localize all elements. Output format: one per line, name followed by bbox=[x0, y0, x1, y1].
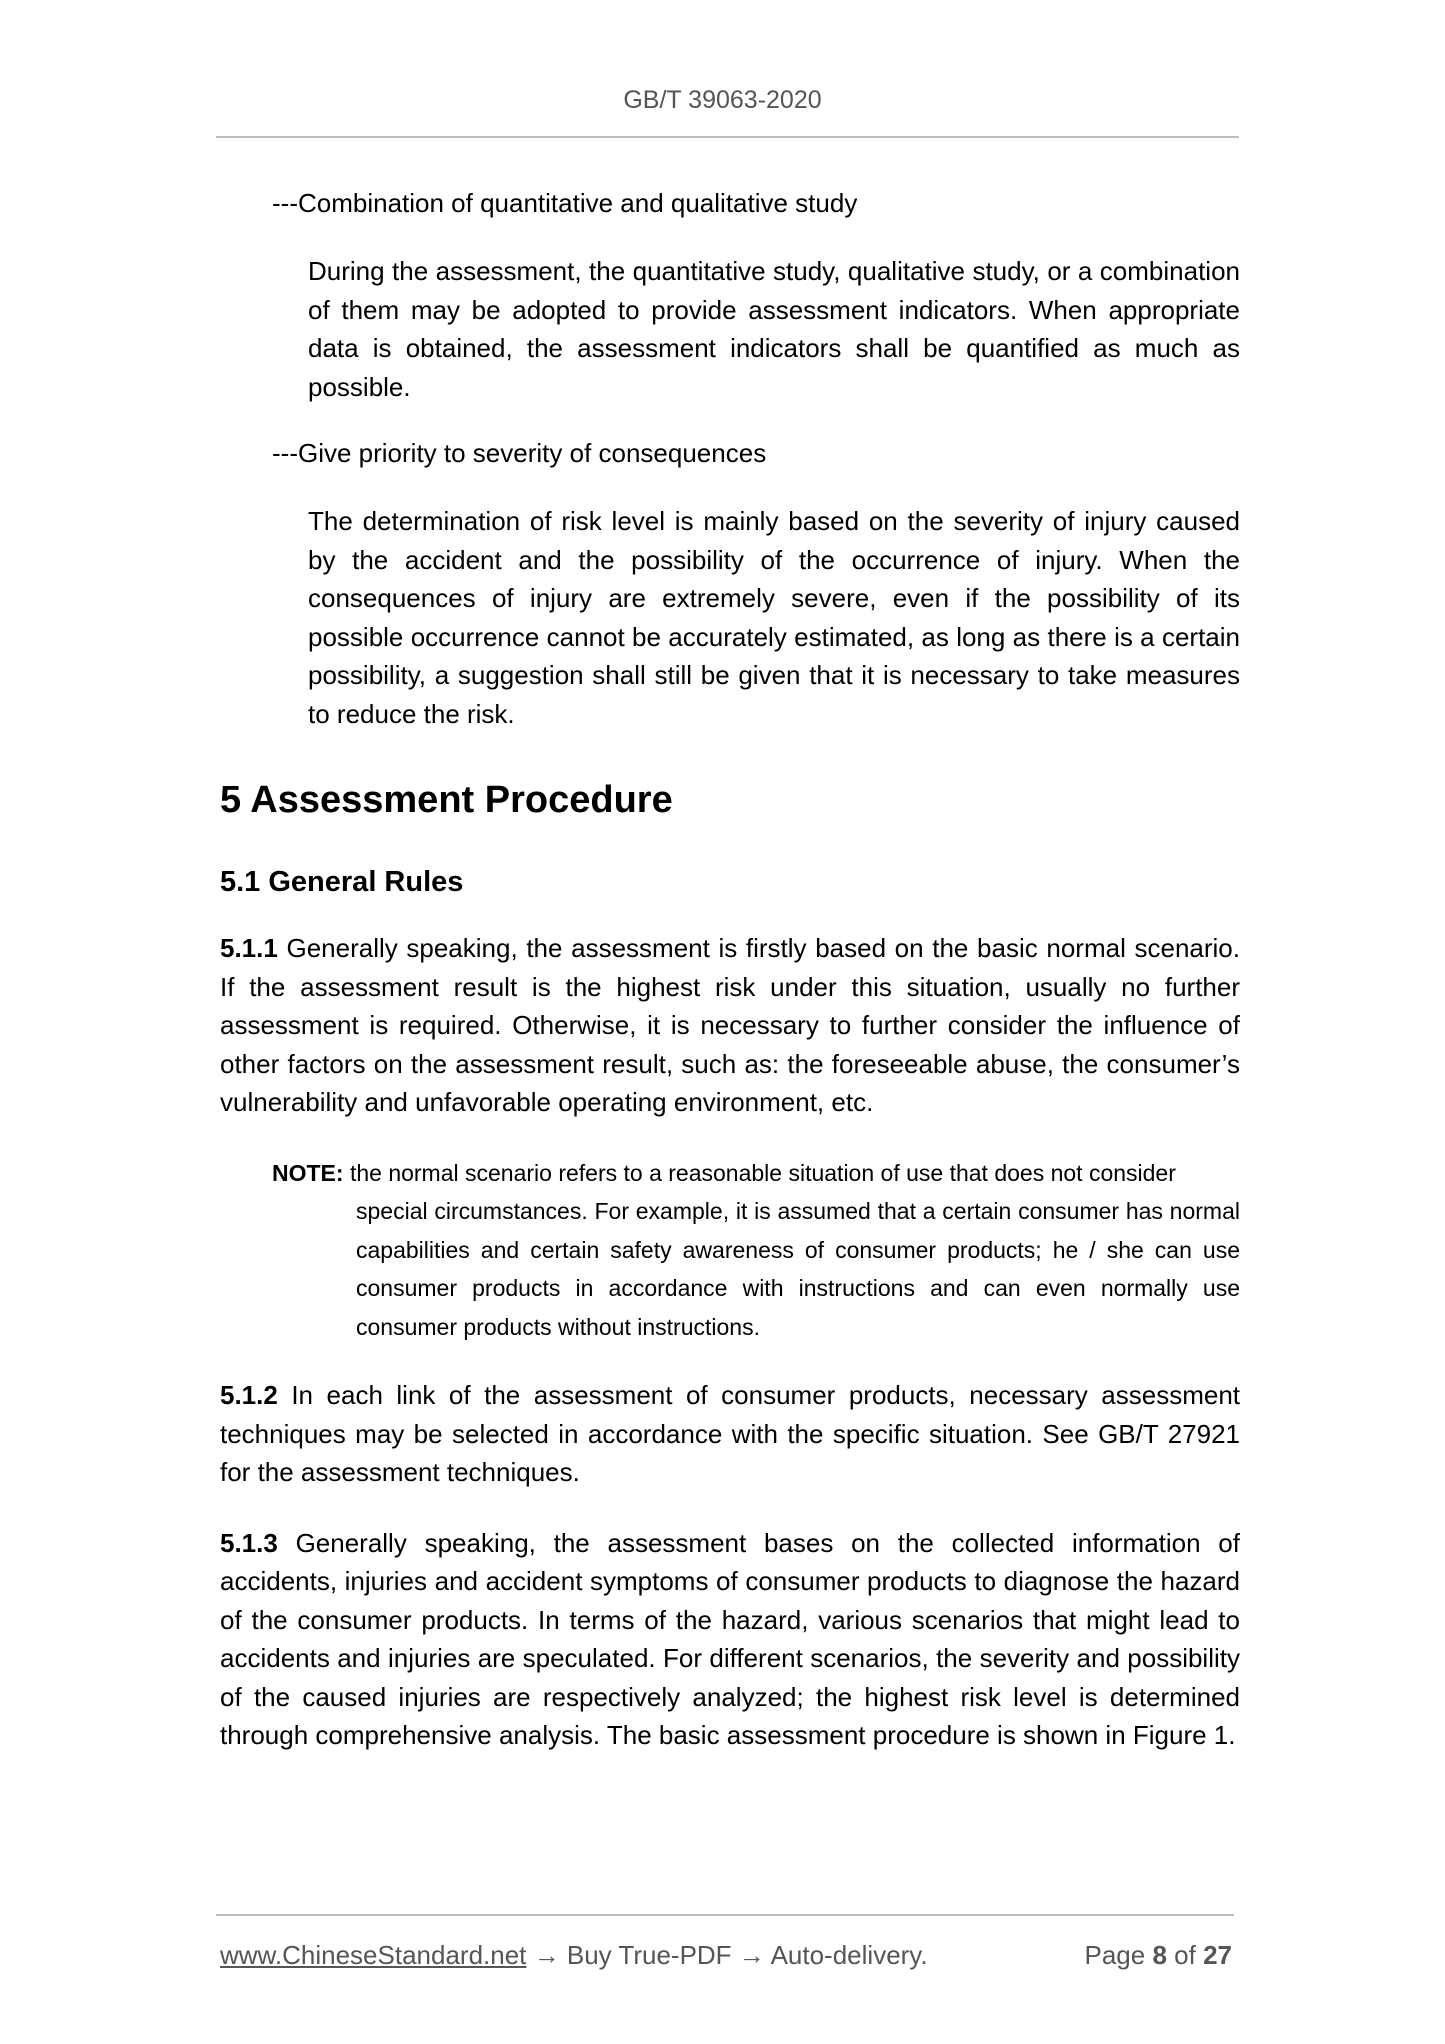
clause-5-1-1 bbox=[220, 929, 1240, 1122]
page-indicator bbox=[1084, 1938, 1232, 1972]
note-first-line: the normal scenario refers to a reasonable situation of use that does not consider bbox=[343, 1159, 1176, 1186]
clause-number: 5.1.3 bbox=[220, 1527, 278, 1558]
page-current: 8 bbox=[1152, 1940, 1167, 1970]
website-link[interactable]: www.ChineseStandard.net bbox=[220, 1940, 527, 1970]
footer-promo-text: → Buy True-PDF → Auto-delivery. bbox=[526, 1940, 928, 1970]
principle-bullet-1: ---Combination of quantitative and qualitative study bbox=[272, 188, 858, 218]
clause-5-1-3 bbox=[220, 1524, 1240, 1755]
section-heading: 5 Assessment Procedure bbox=[220, 779, 673, 821]
clause-number: 5.1.2 bbox=[220, 1380, 278, 1410]
document-body bbox=[220, 184, 1240, 1787]
page-total: 27 bbox=[1203, 1940, 1232, 1970]
subsection-heading: 5.1 General Rules bbox=[220, 866, 464, 898]
page-of: of bbox=[1174, 1940, 1196, 1970]
principle-bullet-2: ---Give priority to severity of consequences bbox=[272, 438, 767, 468]
principle-paragraph-1: During the assessment, the quantitative study, qualitative study, or a combination of them may be adopted to provide assessment indicators. When appropriate data is obtained, the assessment indicators shall be quantified as much as possible. bbox=[308, 256, 1240, 402]
header-divider bbox=[216, 136, 1239, 138]
clause-text: Generally speaking, the assessment bases on the collected information of accidents, injuries and accident symptoms of consumer products to diagnose the hazard of the consumer products. In terms of the hazard, various scenarios that might lead to accidents and injuries are speculated. For different scenarios, the severity and possibility of the caused injuries are respectively analyzed; the highest risk level is determined through comprehensive analysis. The basic assessment procedure is shown in Figure 1. bbox=[220, 1527, 1240, 1750]
clause-text: Generally speaking, the assessment is firstly based on the basic normal scenario. If the assessment result is the highest risk under this situation, usually no further assessment is required. Otherwise, it is necessary to further consider the influence of other factors on the assessment result, such as: the foreseeable abuse, the consumer’s vulnerability and unfavorable operating environment, etc. bbox=[220, 933, 1240, 1117]
principle-paragraph-2: The determination of risk level is mainly based on the severity of injury caused by the accident and the possibility of the occurrence of injury. When the consequences of injury are extremely severe, even if the possibility of its possible occurrence cannot be accurately estimated, as long as there is a certain possibility, a suggestion shall still be given that it is necessary to take measures to reduce the risk. bbox=[308, 506, 1240, 729]
note-block bbox=[272, 1154, 1240, 1347]
page-word: Page bbox=[1084, 1940, 1146, 1970]
footer-divider bbox=[216, 1914, 1234, 1916]
clause-5-1-2 bbox=[220, 1376, 1240, 1492]
note-label: NOTE: bbox=[272, 1159, 344, 1186]
clause-number: 5.1.1 bbox=[220, 933, 278, 963]
note-body: special circumstances. For example, it is assumed that a certain consumer has normal capabilities and certain safety awareness of consumer products; he / she can use consumer products in accordance with instructions and can even normally use consumer products without instructions. bbox=[356, 1198, 1240, 1340]
clause-text: In each link of the assessment of consumer products, necessary assessment techniques may be selected in accordance with the specific situation. See GB/T 27921 for the assessment techniques. bbox=[220, 1380, 1240, 1487]
page-footer bbox=[220, 1938, 1232, 1972]
document-header-title: GB/T 39063-2020 bbox=[623, 86, 822, 114]
